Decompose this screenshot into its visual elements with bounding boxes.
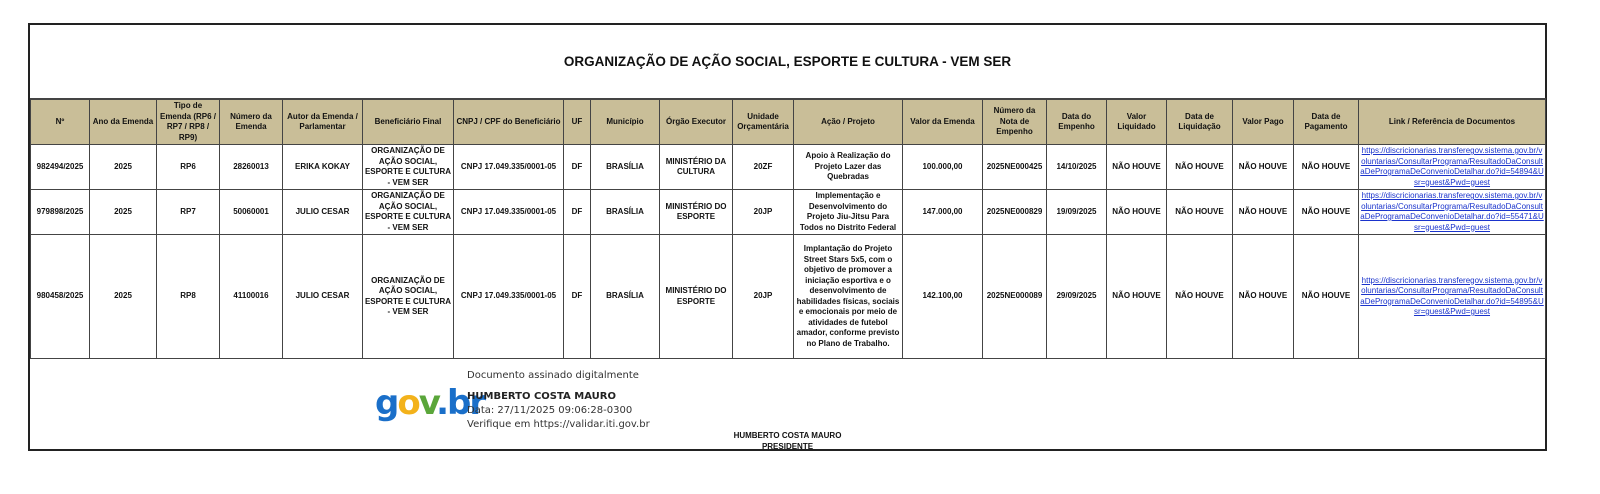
cell-unidade: 20JP	[733, 190, 794, 235]
cell-valor-liquidado: NÃO HOUVE	[1107, 235, 1167, 359]
cell-ano: 2025	[90, 145, 157, 190]
cell-uf: DF	[564, 145, 591, 190]
table-header-row	[31, 99, 1546, 145]
cell-uf: DF	[564, 235, 591, 359]
col-header: Autor da Emenda / Parlamentar	[283, 99, 363, 145]
document-link[interactable]: https://discricionarias.transferegov.sistema.gov.br/voluntarias/ConsultarPrograma/ResultadoDaConsultaDeProgramaDeConvenioDetalhar.do?id=54894&Usr=guest&Pwd=guest	[1360, 146, 1544, 187]
cell-tipo: RP8	[157, 235, 220, 359]
cell-unidade: 20ZF	[733, 145, 794, 190]
cell-valor: 100.000,00	[903, 145, 983, 190]
signature-date: Data: 27/11/2025 09:06:28-0300	[467, 405, 633, 416]
col-header: Valor Pago	[1233, 99, 1294, 145]
document-link[interactable]: https://discricionarias.transferegov.sistema.gov.br/voluntarias/ConsultarPrograma/ResultadoDaConsultaDeProgramaDeConvenioDetalhar.do?id=55471&Usr=guest&Pwd=guest	[1360, 191, 1544, 232]
cell-link	[1359, 145, 1546, 190]
cell-data-empenho: 19/09/2025	[1047, 190, 1107, 235]
cell-nota-empenho: 2025NE000425	[983, 145, 1047, 190]
cell-cnpj: CNPJ 17.049.335/0001-05	[454, 235, 564, 359]
col-header: Número da Emenda	[220, 99, 283, 145]
cell-numero: 979898/2025	[31, 190, 90, 235]
signer-name: HUMBERTO COSTA MAURO	[733, 431, 842, 440]
signer-block	[30, 430, 1545, 452]
cell-valor-liquidado: NÃO HOUVE	[1107, 145, 1167, 190]
cell-autor: JULIO CESAR	[283, 190, 363, 235]
cell-numero: 980458/2025	[31, 235, 90, 359]
col-header: Nº	[31, 99, 90, 145]
cell-orgao: MINISTÉRIO DO ESPORTE	[660, 190, 733, 235]
cell-orgao: MINISTÉRIO DA CULTURA	[660, 145, 733, 190]
page-title: ORGANIZAÇÃO DE AÇÃO SOCIAL, ESPORTE E CULTURA - VEM SER	[563, 54, 1012, 69]
cell-numero: 982494/2025	[31, 145, 90, 190]
cell-valor: 147.000,00	[903, 190, 983, 235]
cell-orgao: MINISTÉRIO DO ESPORTE	[660, 235, 733, 359]
col-header: CNPJ / CPF do Beneficiário	[454, 99, 564, 145]
cell-valor: 142.100,00	[903, 235, 983, 359]
cell-nota-empenho: 2025NE000089	[983, 235, 1047, 359]
col-header: Órgão Executor	[660, 99, 733, 145]
cell-autor: JULIO CESAR	[283, 235, 363, 359]
signature-verify: Verifique em https://validar.iti.gov.br	[467, 419, 650, 430]
cell-unidade: 20JP	[733, 235, 794, 359]
cell-data-empenho: 29/09/2025	[1047, 235, 1107, 359]
cell-numero-emenda: 50060001	[220, 190, 283, 235]
cell-numero-emenda: 41100016	[220, 235, 283, 359]
col-header: Valor Liquidado	[1107, 99, 1167, 145]
stamp-signer-name: HUMBERTO COSTA MAURO	[467, 391, 616, 402]
col-header: Data de Liquidação	[1167, 99, 1233, 145]
cell-link	[1359, 235, 1546, 359]
cell-beneficiario: ORGANIZAÇÃO DE AÇÃO SOCIAL, ESPORTE E CULTURA - VEM SER	[363, 235, 454, 359]
emendas-table	[30, 98, 1546, 359]
cell-data-liquidacao: NÃO HOUVE	[1167, 235, 1233, 359]
cell-valor-liquidado: NÃO HOUVE	[1107, 190, 1167, 235]
document-link[interactable]: https://discricionarias.transferegov.sistema.gov.br/voluntarias/ConsultarPrograma/ResultadoDaConsultaDeProgramaDeConvenioDetalhar.do?id=54895&Usr=guest&Pwd=guest	[1360, 275, 1544, 316]
cell-data-pagamento: NÃO HOUVE	[1294, 190, 1359, 235]
digital-signature-stamp	[375, 365, 675, 435]
col-header: Data de Pagamento	[1294, 99, 1359, 145]
cell-cnpj: CNPJ 17.049.335/0001-05	[454, 145, 564, 190]
signer-role: PRESIDENTE	[761, 442, 814, 451]
col-header: Município	[591, 99, 660, 145]
cell-municipio: BRASÍLIA	[591, 145, 660, 190]
cell-municipio: BRASÍLIA	[591, 190, 660, 235]
cell-link	[1359, 190, 1546, 235]
cell-valor-pago: NÃO HOUVE	[1233, 235, 1294, 359]
cell-valor-pago: NÃO HOUVE	[1233, 190, 1294, 235]
govbr-logo: gov.br	[375, 383, 485, 423]
cell-data-empenho: 14/10/2025	[1047, 145, 1107, 190]
cell-nota-empenho: 2025NE000829	[983, 190, 1047, 235]
cell-tipo: RP7	[157, 190, 220, 235]
cell-numero-emenda: 28260013	[220, 145, 283, 190]
cell-municipio: BRASÍLIA	[591, 235, 660, 359]
cell-data-pagamento: NÃO HOUVE	[1294, 235, 1359, 359]
table-row	[31, 190, 1546, 235]
cell-valor-pago: NÃO HOUVE	[1233, 145, 1294, 190]
cell-acao: Implantação do Projeto Street Stars 5x5, com o objetivo de promover a iniciação esportiva e o desenvolvimento de habilidades físicas, sociais e emocionais por meio de atividades de futebol amador, conforme previsto no Plano de Trabalho.	[794, 235, 903, 359]
document-frame	[28, 23, 1547, 451]
col-header: UF	[564, 99, 591, 145]
table-row	[31, 235, 1546, 359]
col-header: Valor da Emenda	[903, 99, 983, 145]
col-header: Número da Nota de Empenho	[983, 99, 1047, 145]
cell-cnpj: CNPJ 17.049.335/0001-05	[454, 190, 564, 235]
cell-ano: 2025	[90, 190, 157, 235]
signed-label: Documento assinado digitalmente	[467, 370, 639, 381]
cell-tipo: RP6	[157, 145, 220, 190]
cell-data-liquidacao: NÃO HOUVE	[1167, 190, 1233, 235]
cell-data-liquidacao: NÃO HOUVE	[1167, 145, 1233, 190]
col-header: Beneficiário Final	[363, 99, 454, 145]
col-header: Ação / Projeto	[794, 99, 903, 145]
cell-uf: DF	[564, 190, 591, 235]
col-header: Ano da Emenda	[90, 99, 157, 145]
col-header: Data do Empenho	[1047, 99, 1107, 145]
cell-acao: Apoio à Realização do Projeto Lazer das Quebradas	[794, 145, 903, 190]
cell-autor: ERIKA KOKAY	[283, 145, 363, 190]
col-header: Link / Referência de Documentos	[1359, 99, 1546, 145]
col-header: Unidade Orçamentária	[733, 99, 794, 145]
cell-beneficiario: ORGANIZAÇÃO DE AÇÃO SOCIAL, ESPORTE E CULTURA - VEM SER	[363, 145, 454, 190]
col-header: Tipo de Emenda (RP6 / RP7 / RP8 / RP9)	[157, 99, 220, 145]
cell-ano: 2025	[90, 235, 157, 359]
cell-beneficiario: ORGANIZAÇÃO DE AÇÃO SOCIAL, ESPORTE E CULTURA - VEM SER	[363, 190, 454, 235]
cell-data-pagamento: NÃO HOUVE	[1294, 145, 1359, 190]
cell-acao: Implementação e Desenvolvimento do Projeto Jiu-Jitsu Para Todos no Distrito Federal	[794, 190, 903, 235]
table-row	[31, 145, 1546, 190]
signature-text	[467, 369, 650, 432]
